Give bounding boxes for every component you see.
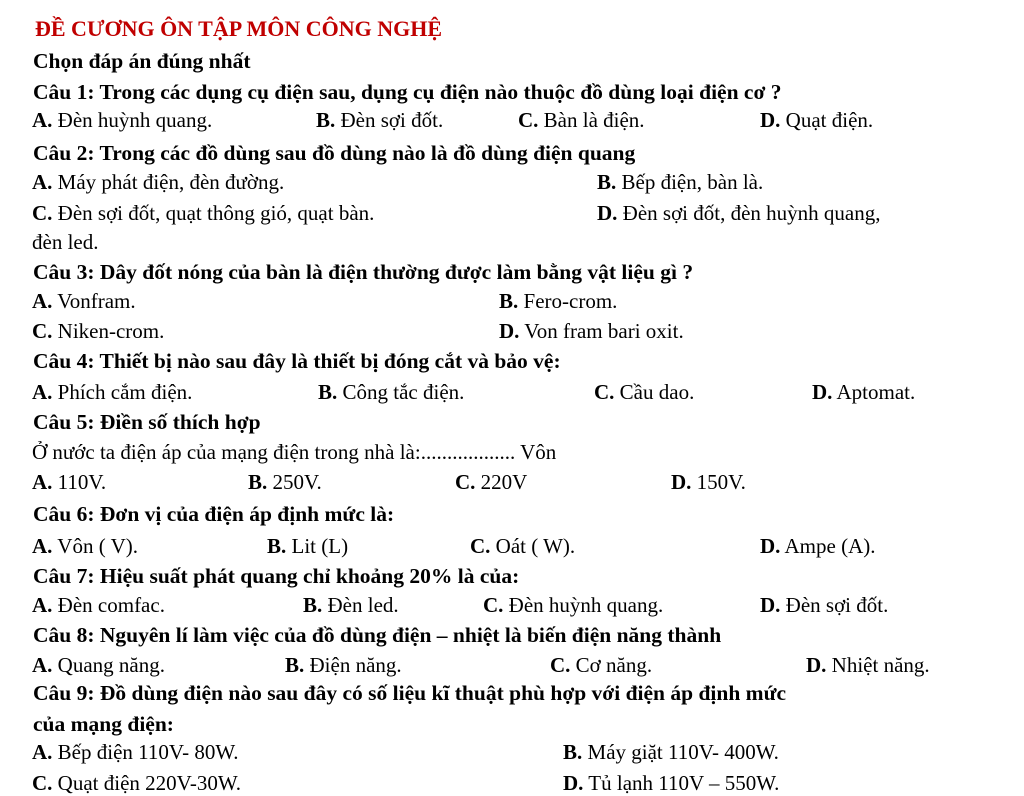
answer-option-c [32, 321, 164, 342]
option-text: Quang năng. [52, 653, 165, 677]
option-continued: đèn led. [32, 230, 99, 254]
option-letter: B. [318, 380, 338, 404]
option-text: Đèn huỳnh quang. [503, 593, 664, 617]
question-4 [33, 351, 561, 373]
option-letter: D. [597, 201, 618, 225]
question-text: Trong các đồ dùng sau đồ dùng nào là đồ dùng điện quang [94, 141, 636, 165]
answer-option-a [32, 742, 239, 763]
option-text: Vonfram. [52, 289, 136, 313]
question-label: Câu 9: [33, 681, 95, 705]
option-text: Cầu dao. [614, 380, 695, 404]
answer-option-b [248, 472, 322, 493]
answer-option-b [303, 595, 399, 616]
option-text: Aptomat. [832, 380, 916, 404]
option-letter: A. [32, 470, 53, 494]
answer-option-b [563, 742, 779, 763]
option-text: Đèn led. [322, 593, 399, 617]
option-text: 110V. [52, 470, 107, 494]
option-letter: D. [760, 534, 781, 558]
option-letter: B. [597, 170, 617, 194]
option-text: Quạt điện. [780, 108, 874, 132]
option-letter: B. [316, 108, 336, 132]
option-letter: C. [550, 653, 571, 677]
question-text: Hiệu suất phát quang chỉ khoảng 20% là của: [94, 564, 520, 588]
option-text: Lit (L) [286, 534, 349, 558]
question-label: Câu 3: [33, 260, 95, 284]
answer-option-c [455, 472, 527, 493]
answer-option-a [32, 595, 165, 616]
option-letter: C. [32, 201, 53, 225]
option-text: Oát ( W). [490, 534, 576, 558]
option-letter: A. [32, 380, 53, 404]
question-label: Câu 4: [33, 349, 95, 373]
question-label: Câu 8: [33, 623, 95, 647]
option-letter: B. [303, 593, 323, 617]
option-text: Fero-crom. [518, 289, 618, 313]
option-text: Đèn sợi đốt. [335, 108, 444, 132]
option-text: Quạt điện 220V-30W. [52, 771, 242, 795]
option-text: Nhiệt năng. [826, 653, 930, 677]
option-text: Ampe (A). [780, 534, 876, 558]
answer-option-c [32, 203, 374, 224]
option-letter: C. [518, 108, 539, 132]
answer-option-d [812, 382, 915, 403]
answer-option-d [760, 595, 888, 616]
answer-option-b [316, 110, 443, 131]
answer-option-a [32, 110, 212, 131]
option-letter: D. [812, 380, 833, 404]
option-text: Bếp điện 110V- 80W. [52, 740, 239, 764]
question-text: Trong các dụng cụ điện sau, dụng cụ điện nào thuộc đồ dùng loại điện cơ ? [94, 80, 782, 104]
option-letter: C. [32, 319, 53, 343]
answer-option-c [550, 655, 652, 676]
answer-option-d [597, 203, 881, 224]
answer-option-b [318, 382, 464, 403]
question-8 [33, 625, 721, 647]
option-letter: D. [671, 470, 692, 494]
option-text: Đèn sợi đốt, quạt thông gió, quạt bàn. [52, 201, 375, 225]
answer-option-b [499, 291, 617, 312]
document-title: ĐỀ CƯƠNG ÔN TẬP MÔN CÔNG NGHỆ [35, 16, 443, 41]
question-5 [33, 412, 261, 434]
question-text: Thiết bị nào sau đây là thiết bị đóng cắt và bảo vệ: [94, 349, 561, 373]
question-label: Câu 6: [33, 502, 95, 526]
question-label: Câu 7: [33, 564, 95, 588]
answer-option-c [483, 595, 663, 616]
option-text: Vôn ( V). [52, 534, 138, 558]
option-text: 220V [475, 470, 528, 494]
answer-option-c [594, 382, 694, 403]
option-text: Đèn sợi đốt. [780, 593, 889, 617]
question-text: Đơn vị của điện áp định mức là: [94, 502, 395, 526]
answer-option-a [32, 172, 284, 193]
answer-option-a [32, 291, 136, 312]
option-letter: D. [806, 653, 827, 677]
answer-option-d [760, 110, 873, 131]
answer-option-a [32, 655, 165, 676]
question-text: Điền số thích hợp [94, 410, 261, 434]
option-letter: A. [32, 289, 53, 313]
option-letter: A. [32, 534, 53, 558]
option-letter: D. [563, 771, 584, 795]
option-text: Đèn huỳnh quang. [52, 108, 213, 132]
option-text: 150V. [691, 470, 746, 494]
question-7 [33, 566, 519, 588]
option-letter: C. [32, 771, 53, 795]
question-1 [33, 82, 782, 104]
answer-option-b [597, 172, 763, 193]
option-text: Máy giặt 110V- 400W. [582, 740, 779, 764]
answer-option-c [518, 110, 645, 131]
option-text: Cơ năng. [570, 653, 653, 677]
option-letter: C. [470, 534, 491, 558]
option-text: Công tắc điện. [337, 380, 465, 404]
option-letter: B. [499, 289, 519, 313]
option-text: Điện năng. [304, 653, 402, 677]
option-text: 250V. [267, 470, 322, 494]
option-letter: A. [32, 108, 53, 132]
answer-option-d [563, 773, 779, 794]
answer-option-a [32, 536, 138, 557]
option-letter: B. [248, 470, 268, 494]
option-letter: B. [563, 740, 583, 764]
question-label: Câu 2: [33, 141, 95, 165]
answer-option-a [32, 472, 106, 493]
question-text-continued: của mạng điện: [33, 712, 174, 736]
answer-option-d [760, 536, 876, 557]
option-text: Đèn sợi đốt, đèn huỳnh quang, [617, 201, 881, 225]
option-text: Máy phát điện, đèn đường. [52, 170, 285, 194]
option-letter: C. [483, 593, 504, 617]
question-text: Dây đốt nóng của bàn là điện thường được làm bằng vật liệu gì ? [94, 260, 694, 284]
option-letter: B. [267, 534, 287, 558]
question-statement: Ở nước ta điện áp của mạng điện trong nhà là:.................. Vôn [32, 440, 557, 464]
answer-option-d [806, 655, 930, 676]
question-text: Nguyên lí làm việc của đồ dùng điện – nhiệt là biến điện năng thành [94, 623, 722, 647]
option-text: Bếp điện, bàn là. [616, 170, 764, 194]
question-3 [33, 262, 693, 284]
option-text: Niken-crom. [52, 319, 165, 343]
answer-option-c [470, 536, 575, 557]
question-label: Câu 5: [33, 410, 95, 434]
option-text: Tủ lạnh 110V – 550W. [583, 771, 780, 795]
option-text: Von fram bari oxit. [519, 319, 684, 343]
answer-option-b [285, 655, 402, 676]
question-label: Câu 1: [33, 80, 95, 104]
question-6 [33, 504, 394, 526]
question-text: Đồ dùng điện nào sau đây có số liệu kĩ thuật phù hợp với điện áp định mức [94, 681, 787, 705]
question-2 [33, 143, 635, 165]
option-letter: A. [32, 740, 53, 764]
option-letter: D. [760, 593, 781, 617]
option-letter: C. [455, 470, 476, 494]
answer-option-c [32, 773, 241, 794]
option-text: Bàn là điện. [538, 108, 645, 132]
option-text: Đèn comfac. [52, 593, 165, 617]
question-9 [33, 683, 786, 705]
option-letter: C. [594, 380, 615, 404]
option-letter: A. [32, 653, 53, 677]
option-letter: D. [760, 108, 781, 132]
answer-option-b [267, 536, 348, 557]
answer-option-d [671, 472, 746, 493]
option-letter: A. [32, 170, 53, 194]
option-letter: B. [285, 653, 305, 677]
instruction: Chọn đáp án đúng nhất [33, 49, 251, 73]
option-text: Phích cắm điện. [52, 380, 193, 404]
option-letter: D. [499, 319, 520, 343]
answer-option-d [499, 321, 684, 342]
option-letter: A. [32, 593, 53, 617]
answer-option-a [32, 382, 192, 403]
